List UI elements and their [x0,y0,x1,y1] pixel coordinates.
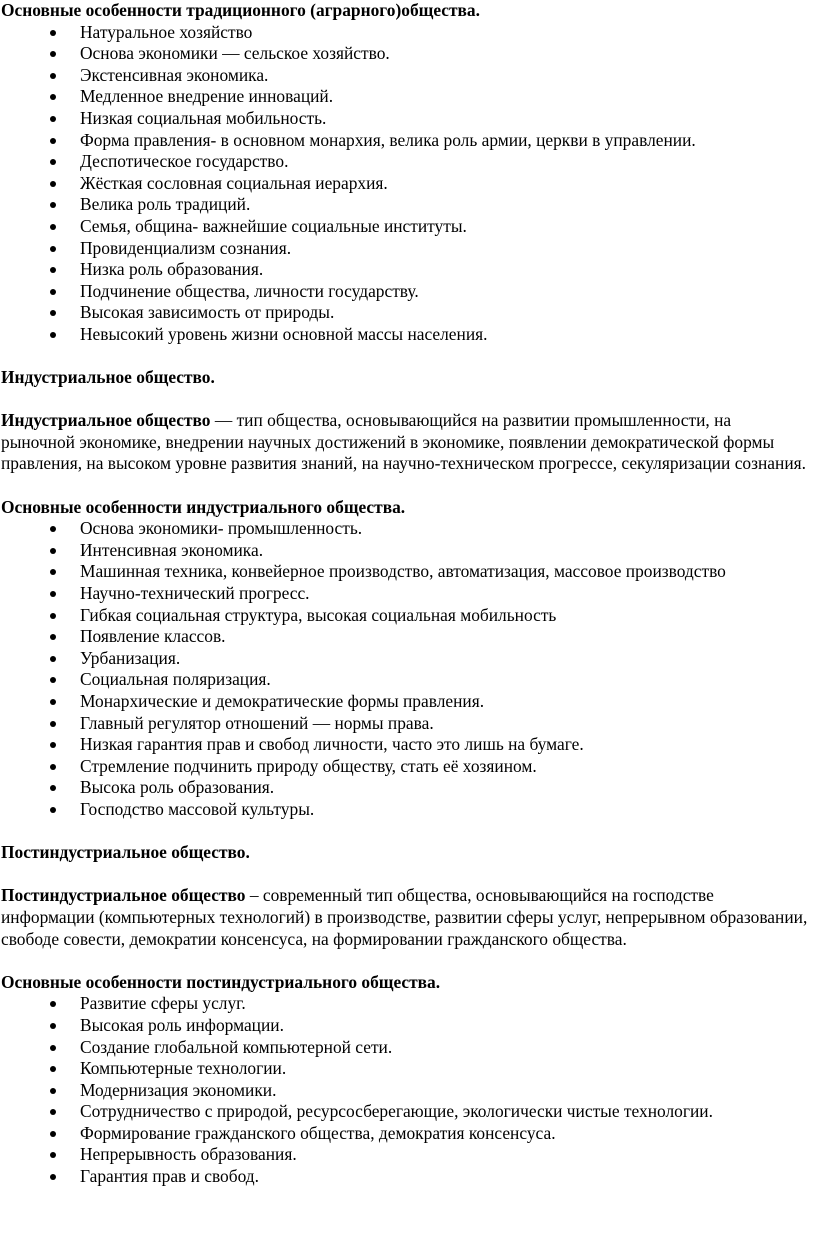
list-item-text: Основа экономики- промышленность. [80,518,363,539]
list-item-text: Низкая социальная мобильность. [80,107,327,128]
list-item [1,605,816,627]
list-item [1,799,816,821]
bullet-icon [50,73,56,79]
bullet-icon [50,1109,56,1115]
list-item [1,151,816,173]
postindustrial-title: Постиндустриальное общество. [1,842,250,863]
list-item-text: Жёсткая сословная социальная иерархия. [80,172,388,193]
postindustrial-features-heading: Основные особенности постиндустриального общества. [1,971,441,992]
postindustrial-features-list [1,993,816,1187]
bullet-icon [50,246,56,252]
industrial-definition [1,410,816,475]
list-item [1,713,816,735]
spacer [1,864,816,886]
list-item [1,1037,816,1059]
bullet-icon [50,310,56,316]
list-item-text: Модернизация экономики. [80,1079,277,1100]
list-item [1,583,816,605]
bullet-icon [50,677,56,683]
list-item-text: Главный регулятор отношений — нормы права. [80,712,434,733]
industrial-features-list [1,518,816,820]
list-item [1,259,816,281]
list-item-text: Провиденциализм сознания. [80,237,292,258]
bullet-icon [50,569,56,575]
bullet-icon [50,159,56,165]
industrial-features-heading: Основные особенности индустриального общества. [1,496,406,517]
list-item [1,281,816,303]
list-item-text: Деспотическое государство. [80,151,289,172]
bullet-icon [50,1152,56,1158]
list-item [1,216,816,238]
bullet-icon [50,1174,56,1180]
bullet-icon [50,202,56,208]
bullet-icon [50,699,56,705]
list-item [1,22,816,44]
list-item [1,238,816,260]
list-item-text: Низкая гарантия прав и свобод личности, часто это лишь на бумаге. [80,734,584,755]
list-item [1,302,816,324]
bullet-icon [50,1066,56,1072]
list-item [1,130,816,152]
list-item [1,540,816,562]
list-item-text: Подчинение общества, личности государству. [80,280,419,301]
list-item [1,1015,816,1037]
list-item-text: Интенсивная экономика. [80,539,264,560]
list-item-text: Сотрудничество с природой, ресурсосберегающие, экологически чистые технологии. [80,1101,713,1122]
list-item-text: Монархические и демократические формы правления. [80,691,485,711]
bullet-icon [50,785,56,791]
list-item [1,43,816,65]
traditional-features-list [1,22,816,346]
bullet-icon [50,656,56,662]
industrial-definition-text: — тип общества, основывающийся на развитии промышленности, на рыночной экономике, внедрении научных достижений в экономике, появлении демократической формы правления, на высоком уровне развития знаний, на научно-техническом прогрессе, секуляризации сознания. [1,410,806,474]
bullet-icon [50,721,56,727]
traditional-features-heading: Основные особенности традиционного (аграрного)общества. [1,0,480,20]
list-item [1,756,816,778]
list-item [1,691,816,713]
list-item [1,86,816,108]
list-item-text: Гибкая социальная структура, высокая социальная мобильность [80,604,557,625]
list-item-text: Урбанизация. [80,647,181,668]
list-item [1,1144,816,1166]
list-item [1,518,816,540]
list-item [1,108,816,130]
list-item [1,734,816,756]
industrial-definition-term: Индустриальное общество [1,410,211,431]
list-item [1,1101,816,1123]
postindustrial-definition-term: Постиндустриальное общество [1,885,246,906]
bullet-icon [50,332,56,338]
list-item-text: Машинная техника, конвейерное производство, автоматизация, массовое производство [80,561,726,582]
list-item-text: Научно-технический прогресс. [80,583,310,604]
list-item-text: Невысокий уровень жизни основной массы населения. [80,323,488,344]
list-item-text: Развитие сферы услуг. [80,993,246,1014]
list-item [1,993,816,1015]
list-item-text: Высокая роль информации. [80,1014,284,1035]
industrial-title: Индустриальное общество. [1,367,215,388]
list-item-text: Медленное внедрение инноваций. [80,86,334,107]
list-item [1,777,816,799]
list-item-text: Господство массовой культуры. [80,798,315,819]
list-item-text: Формирование гражданского общества, демократия консенсуса. [80,1122,556,1143]
list-item-text: Стремление подчинить природу обществу, стать её хозяином. [80,755,537,776]
bullet-icon [50,807,56,813]
spacer [1,475,816,497]
list-item [1,173,816,195]
list-item [1,324,816,346]
list-item-text: Социальная поляризация. [80,669,271,690]
bullet-icon [50,1001,56,1007]
bullet-icon [50,548,56,554]
list-item [1,65,816,87]
bullet-icon [50,613,56,619]
bullet-icon [50,116,56,122]
list-item-text: Низка роль образования. [80,259,264,280]
list-item-text: Создание глобальной компьютерной сети. [80,1036,393,1057]
list-item [1,194,816,216]
bullet-icon [50,634,56,640]
list-item-text: Появление классов. [80,626,226,647]
list-item [1,1080,816,1102]
list-item [1,1123,816,1145]
bullet-icon [50,742,56,748]
bullet-icon [50,30,56,36]
bullet-icon [50,289,56,295]
list-item [1,626,816,648]
bullet-icon [50,591,56,597]
list-item-text: Гарантия прав и свобод. [80,1166,259,1187]
bullet-icon [50,138,56,144]
list-item [1,669,816,691]
bullet-icon [50,1023,56,1029]
list-item [1,561,816,583]
bullet-icon [50,267,56,273]
list-item-text: Высока роль образования. [80,777,275,798]
list-item [1,1058,816,1080]
bullet-icon [50,1131,56,1137]
postindustrial-definition [1,885,816,950]
spacer [1,389,816,411]
list-item-text: Основа экономики — сельское хозяйство. [80,43,390,64]
spacer [1,346,816,368]
list-item-text: Форма правления- в основном монархия, велика роль армии, церкви в управлении. [80,129,696,150]
list-item-text: Экстенсивная экономика. [80,64,269,85]
postindustrial-definition-text: – современный тип общества, основывающийся на господстве информации (компьютерных технологий) в производстве, развитии сферы услуг, непрерывном образовании, свободе совести, демократии консенсуса, на формировании гражданского общества. [1,885,808,949]
bullet-icon [50,51,56,57]
bullet-icon [50,224,56,230]
bullet-icon [50,764,56,770]
spacer [1,950,816,972]
bullet-icon [50,181,56,187]
bullet-icon [50,94,56,100]
list-item-text: Натуральное хозяйство [80,21,253,42]
bullet-icon [50,1045,56,1051]
spacer [1,821,816,843]
list-item [1,1166,816,1188]
list-item [1,648,816,670]
bullet-icon [50,526,56,532]
list-item-text: Семья, община- важнейшие социальные институты. [80,215,467,236]
bullet-icon [50,1088,56,1094]
list-item-text: Высокая зависимость от природы. [80,302,335,323]
list-item-text: Велика роль традиций. [80,194,251,215]
list-item-text: Компьютерные технологии. [80,1058,287,1079]
list-item-text: Непрерывность образования. [80,1144,297,1165]
